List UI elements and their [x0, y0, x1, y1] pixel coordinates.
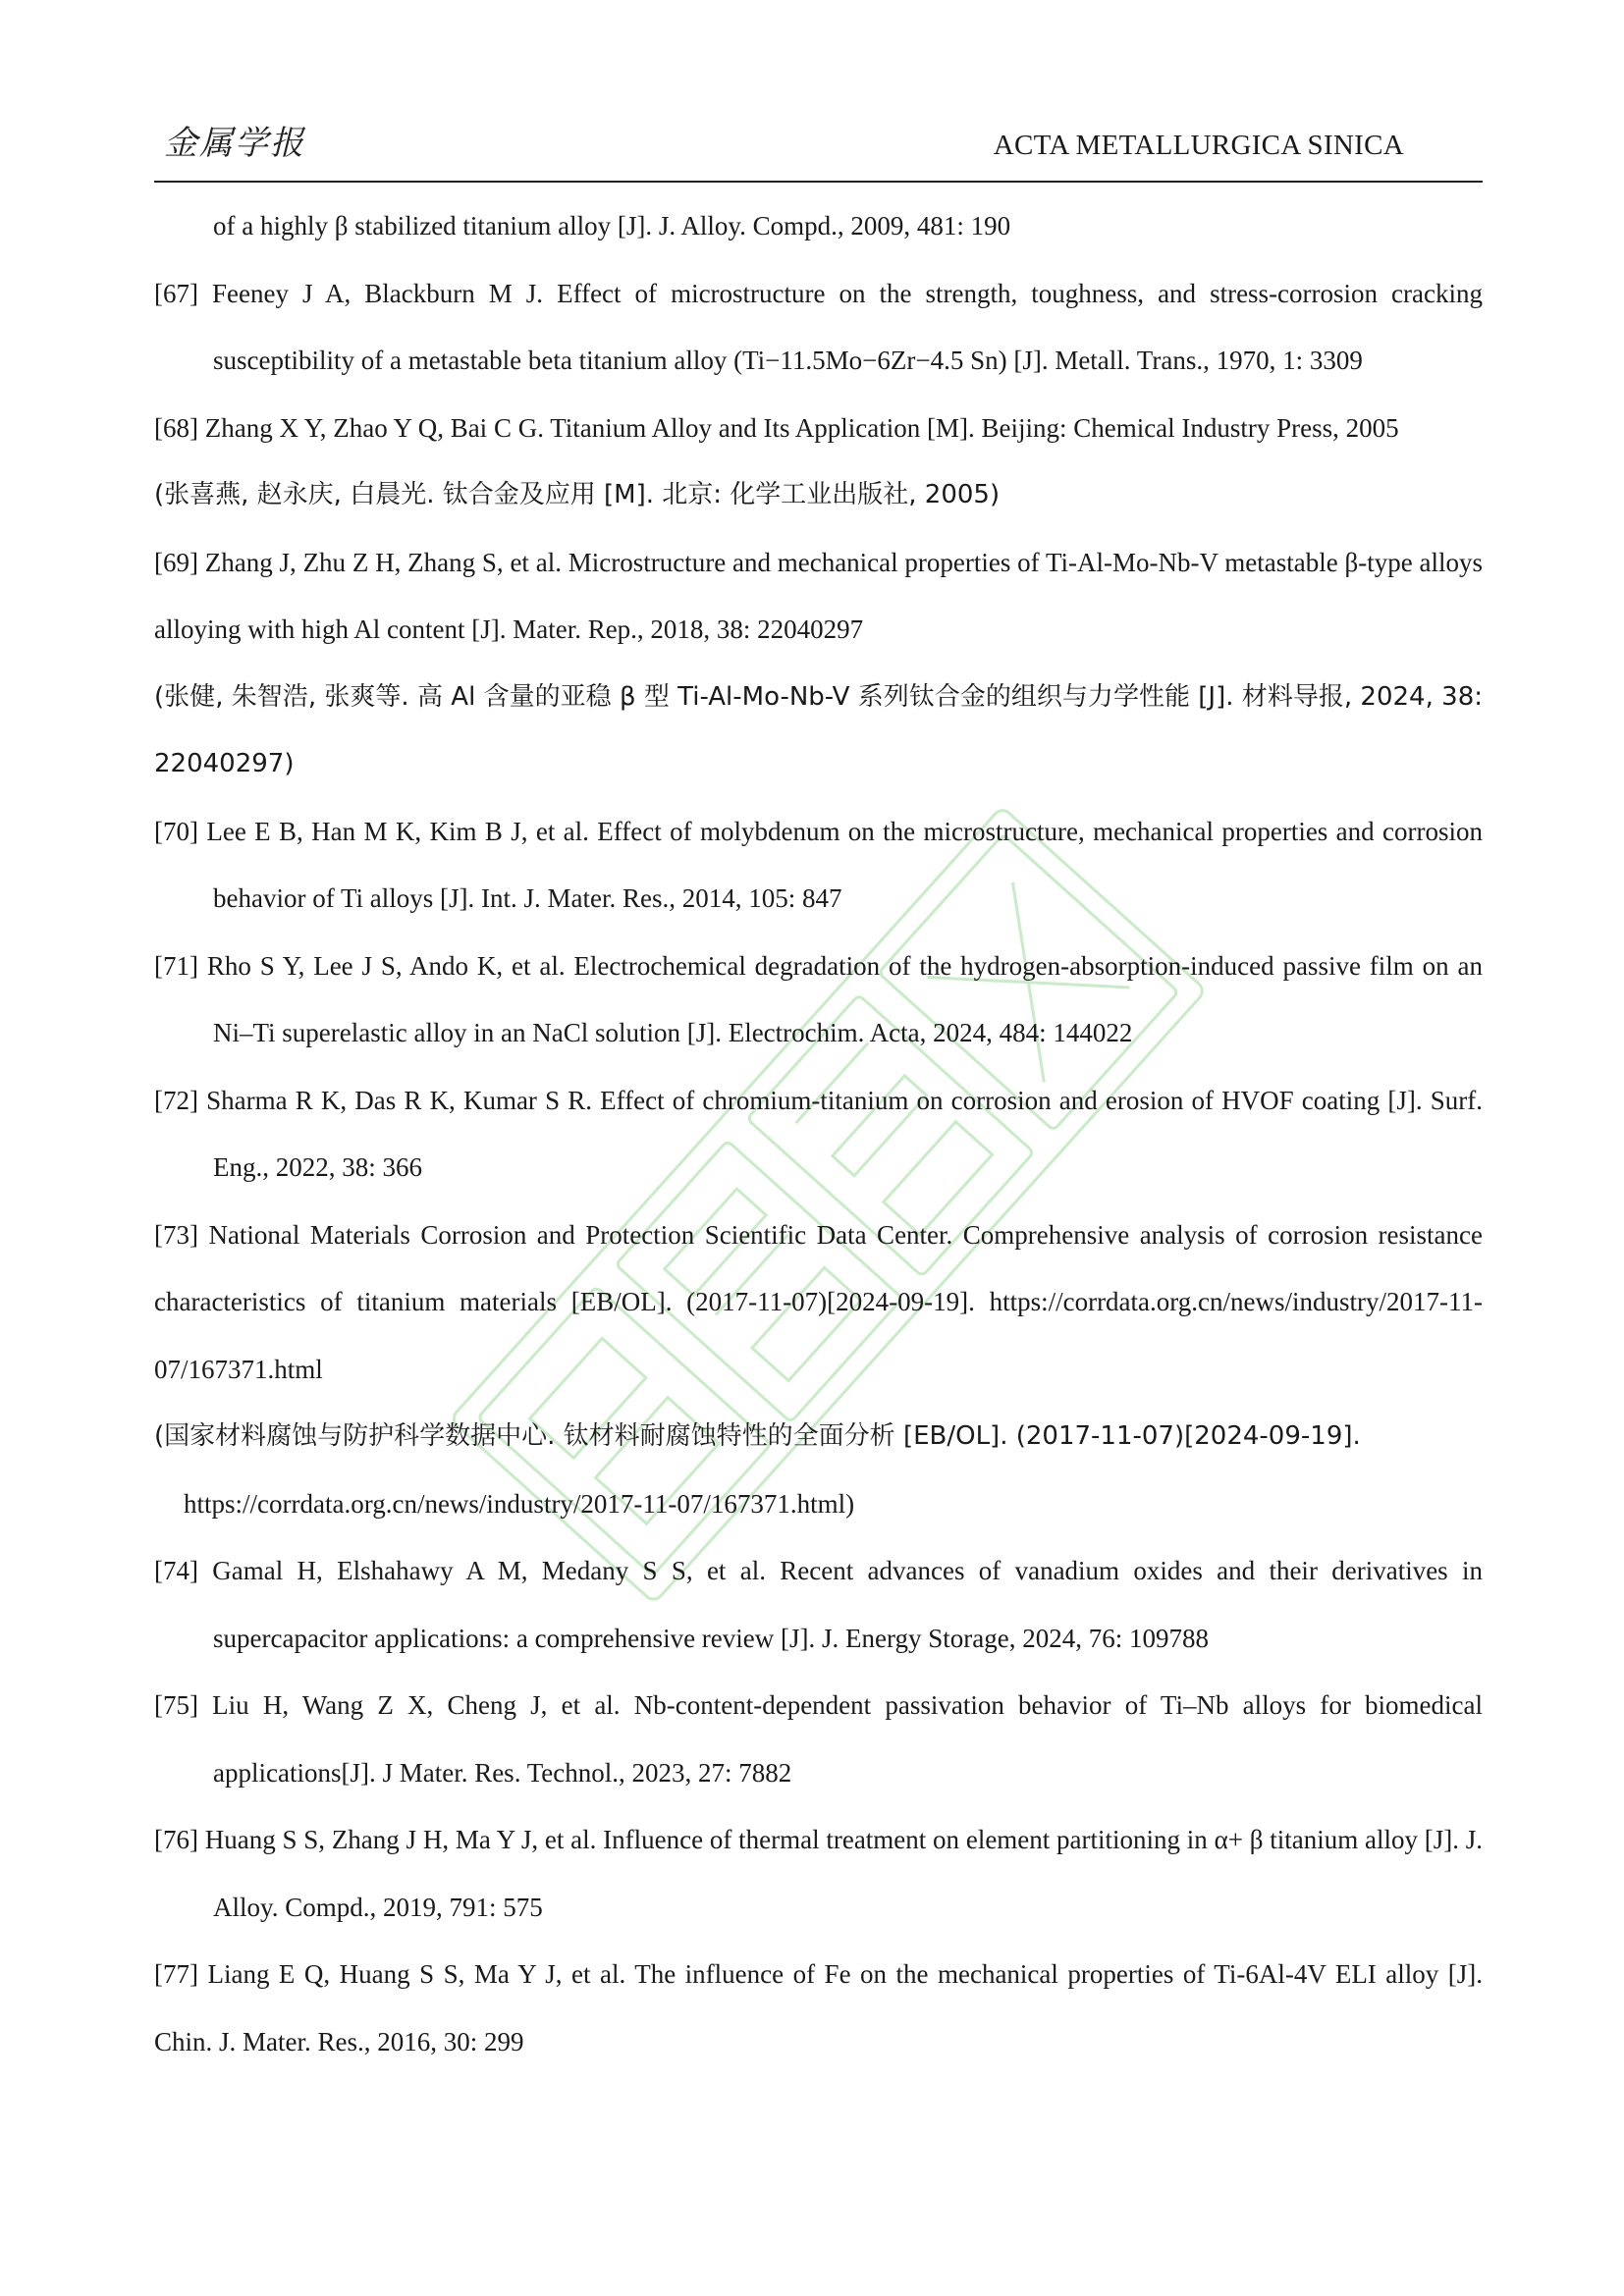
reference-73: [73] National Materials Corrosion and Protection Scientific Data Center. Comprehensive analysis of corrosion resistance characteristics of titanium materials [EB/OL]. (2017-11-07)[2024-09-19]. https://corrdata.org.cn/news/industry/2017-11-07/167371.html: [154, 1219, 1483, 1384]
reference-66-continuation: of a highly β stabilized titanium alloy [J]. J. Alloy. Compd., 2009, 481: 190: [213, 211, 1011, 240]
reference-76: [76] Huang S S, Zhang J H, Ma Y J, et al. Influence of thermal treatment on element partitioning in α+ β titanium alloy [J]. J. Alloy. Compd., 2019, 791: 575: [154, 1825, 1483, 1922]
reference-list: [154, 192, 1483, 2075]
reference-69: [69] Zhang J, Zhu Z H, Zhang S, et al. Microstructure and mechanical properties of Ti-Al-Mo-Nb-V metastable β-type alloys alloying with high Al content [J]. Mater. Rep., 2018, 38: 22040297: [154, 547, 1483, 644]
reference-67: [67] Feeney J A, Blackburn M J. Effect of microstructure on the strength, toughness, and stress-corrosion cracking susceptibility of a metastable beta titanium alloy (Ti−11.5Mo−6Zr−4.5 Sn) [J]. Metall. Trans., 1970, 1: 3309: [154, 278, 1483, 375]
reference-68: [68] Zhang X Y, Zhao Y Q, Bai C G. Titanium Alloy and Its Application [M]. Beijing: Chemical Industry Press, 2005: [154, 412, 1399, 443]
reference-68-chinese: (张喜燕, 赵永庆, 白晨光. 钛合金及应用 [M]. 北京: 化学工业出版社, 2005): [154, 480, 1001, 509]
reference-72: [72] Sharma R K, Das R K, Kumar S R. Effect of chromium-titanium on corrosion and erosion of HVOF coating [J]. Surf. Eng., 2022, 38: 366: [154, 1085, 1483, 1182]
page-header: [154, 108, 1483, 183]
reference-73-chinese-url[interactable]: https://corrdata.org.cn/news/industry/2017-11-07/167371.html): [184, 1488, 855, 1519]
header-rule: [154, 181, 1483, 183]
reference-71: [71] Rho S Y, Lee J S, Ando K, et al. Electrochemical degradation of the hydrogen-absorption-induced passive film on an Ni–Ti superelastic alloy in an NaCl solution [J]. Electrochim. Acta, 2024, 484: 144022: [154, 950, 1483, 1047]
reference-74: [74] Gamal H, Elshahawy A M, Medany S S, et al. Recent advances of vanadium oxides and their derivatives in supercapacitor applications: a comprehensive review [J]. J. Energy Storage, 2024, 76: 109788: [154, 1556, 1483, 1653]
reference-77: [77] Liang E Q, Huang S S, Ma Y J, et al. The influence of Fe on the mechanical properties of Ti-6Al-4V ELI alloy [J]. Chin. J. Mater. Res., 2016, 30: 299: [154, 1959, 1483, 2056]
journal-name: ACTA METALLURGICA SINICA: [993, 130, 1404, 161]
reference-75: [75] Liu H, Wang Z X, Cheng J, et al. Nb-content-dependent passivation behavior of Ti–Nb alloys for biomedical applications[J]. J Mater. Res. Technol., 2023, 27: 7882: [154, 1690, 1483, 1788]
reference-70: [70] Lee E B, Han M K, Kim B J, et al. Effect of molybdenum on the microstructure, mechanical properties and corrosion behavior of Ti alloys [J]. Int. J. Mater. Res., 2014, 105: 847: [154, 816, 1483, 913]
reference-73-chinese: (国家材料腐蚀与防护科学数据中心. 钛材料耐腐蚀特性的全面分析 [EB/OL]. (2017-11-07)[2024-09-19].: [154, 1421, 1361, 1451]
journal-logo: 金属学报: [164, 124, 305, 163]
reference-69-chinese: (张健, 朱智浩, 张爽等. 高 Al 含量的亚稳 β 型 Ti-Al-Mo-Nb-V 系列钛合金的组织与力学性能 [J]. 材料导报, 2024, 38: 22040297): [154, 681, 1483, 778]
